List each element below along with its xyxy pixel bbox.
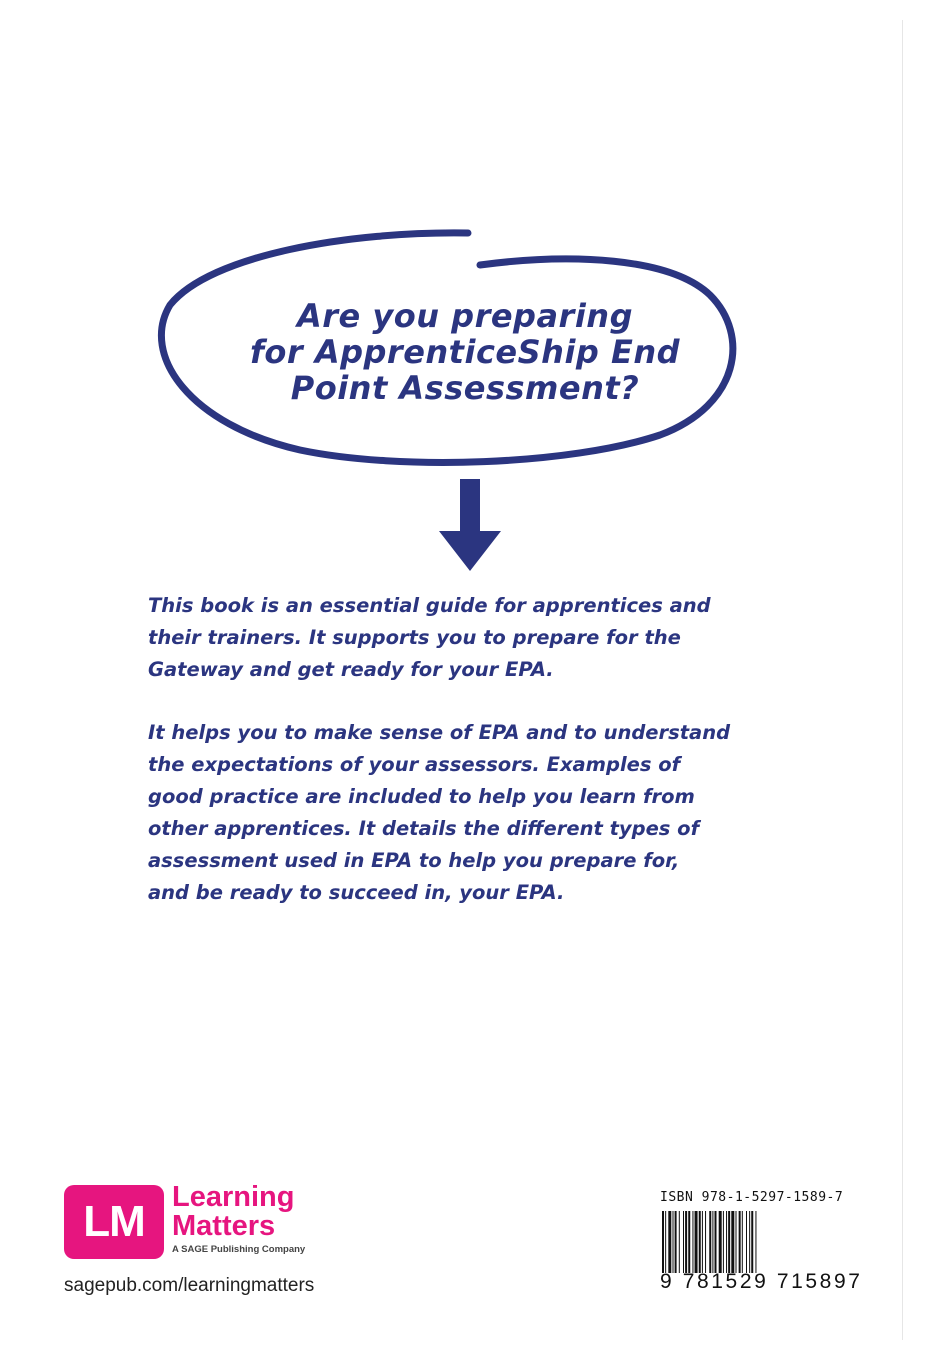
barcode-bar <box>688 1211 690 1273</box>
blurb-line: It helps you to make sense of EPA and to understand <box>148 721 731 744</box>
headline-line: for ApprenticeShip End <box>250 333 680 371</box>
barcode-bar <box>731 1211 734 1273</box>
barcode-bar <box>712 1211 713 1273</box>
headline-line: Are you preparing <box>297 297 633 335</box>
blurb-paragraph-2 <box>148 717 798 909</box>
barcode-bar <box>751 1211 753 1273</box>
publisher-url: sagepub.com/learningmatters <box>64 1275 315 1296</box>
barcode-bar <box>723 1211 724 1273</box>
barcode-image <box>662 1211 840 1273</box>
headline-line: Point Assessment? <box>290 369 640 407</box>
barcode-bar <box>662 1211 664 1273</box>
barcode-bar <box>726 1211 727 1273</box>
publisher-logo: LM <box>64 1185 164 1259</box>
barcode-bar <box>692 1211 693 1273</box>
page-edge-line <box>902 20 903 1340</box>
barcode-bar <box>742 1211 743 1273</box>
barcode-bar <box>736 1211 737 1273</box>
barcode-bar <box>685 1211 687 1273</box>
blurb-line: other apprentices. It details the different types of <box>148 817 700 840</box>
barcode-digits: 9 781529 715897 <box>660 1270 863 1293</box>
blurb-line: and be ready to succeed in, your EPA. <box>148 881 565 904</box>
blurb-line: good practice are included to help you learn from <box>148 785 695 808</box>
publisher-name <box>172 1183 294 1241</box>
barcode-bar <box>728 1211 730 1273</box>
barcode-bar <box>746 1211 747 1273</box>
barcode-bar <box>709 1211 711 1273</box>
blurb-line: their trainers. It supports you to prepare for the <box>148 626 681 649</box>
barcode-bar <box>739 1211 741 1273</box>
barcode-bar <box>699 1211 701 1273</box>
blurb-paragraph-1 <box>148 590 798 686</box>
barcode-bar <box>665 1211 666 1273</box>
barcode-bar <box>715 1211 717 1273</box>
barcode-bar <box>668 1211 671 1273</box>
isbn-label: ISBN 978-1-5297-1589-7 <box>660 1190 844 1205</box>
blurb-line: assessment used in EPA to help you prepare for, <box>148 849 680 872</box>
blurb-line: Gateway and get ready for your EPA. <box>148 658 554 681</box>
barcode-bar <box>755 1211 756 1273</box>
barcode-bar <box>673 1211 674 1273</box>
publisher-name-line: Learning <box>172 1181 295 1213</box>
barcode-bar <box>702 1211 703 1273</box>
barcode-bar <box>695 1211 698 1273</box>
barcode-bar <box>719 1211 722 1273</box>
down-arrow-icon <box>435 475 505 575</box>
headline-question <box>205 298 725 406</box>
blurb-line: the expectations of your assessors. Examples of <box>148 753 681 776</box>
blurb-line: This book is an essential guide for apprentices and <box>148 594 711 617</box>
barcode-bar <box>683 1211 684 1273</box>
barcode-bar <box>679 1211 680 1273</box>
publisher-tagline: A SAGE Publishing Company <box>172 1244 306 1255</box>
barcode-bar <box>705 1211 706 1273</box>
barcode-bar <box>675 1211 677 1273</box>
publisher-name-line: Matters <box>172 1210 276 1242</box>
barcode-bar <box>749 1211 750 1273</box>
